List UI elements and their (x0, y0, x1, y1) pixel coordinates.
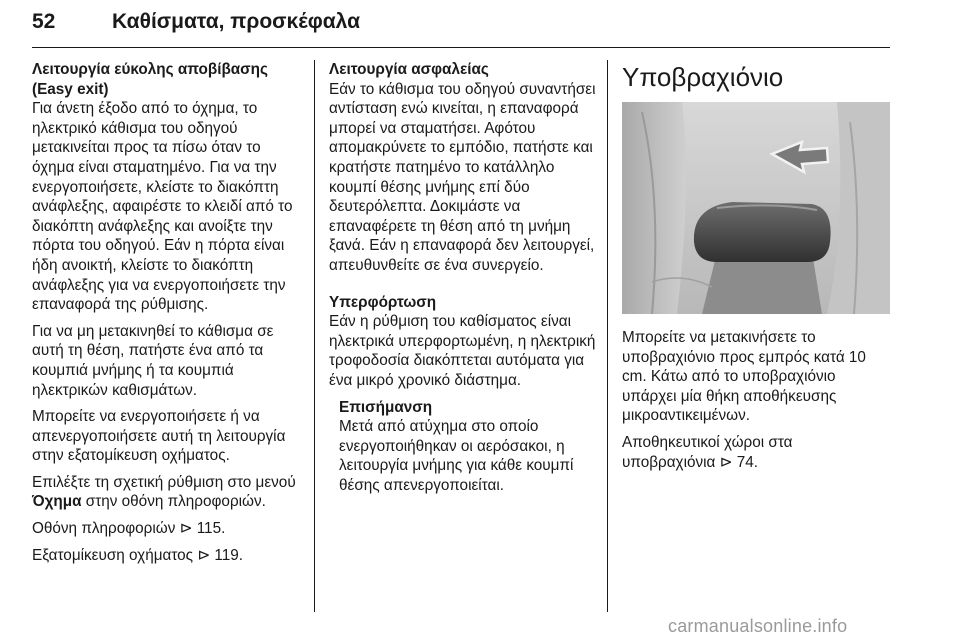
reference-arrow-icon: ⊳ (179, 520, 193, 538)
reference-arrow-icon: ⊳ (197, 546, 211, 564)
easy-exit-stop-paragraph: Για να μη μετακινηθεί το κάθισμα σε αυτή τη θέση, πατήστε ένα από τα κουμπιά μνήμης ή τα κουμπιά ηλεκτρικών καθισμάτων. (32, 322, 274, 399)
watermark: carmanualsonline.info (668, 616, 848, 636)
section-heading-safety: Λειτουργία ασφαλείας (329, 61, 489, 78)
column-divider-1 (314, 60, 315, 612)
notice-text: Μετά από ατύχημα στο οποίο ενεργοποιήθηκαν οι αερόσακοι, η λειτουργία μνήμης για κάθε κουμπί θέσης απενεργοποιείται. (339, 418, 574, 494)
safety-paragraph: Εάν το κάθισμα του οδηγού συναντήσει αντίσταση ενώ κινείται, η επαναφορά μπορεί να σταματήσει. Αφότου απομακρύνετε το εμπόδιο, πατήστε και κρατήστε πατημένο το κατάλληλο κουμπί θέσης μνήμης επί δύο δευτερόλεπτα. Δοκιμάστε να επαναφέρετε τη θέση από τη μνήμη ξανά. Εάν η επαναφορά δεν λειτουργεί, απευθυνθείτε σε ένα συνεργείο. (329, 80, 596, 274)
column-middle (329, 60, 601, 495)
vehicle-menu-label: Όχημα (32, 493, 82, 511)
reference-arrow-icon: ⊳ (719, 453, 733, 471)
section-heading-easy-exit: Λειτουργία εύκολης αποβίβασης (Easy exit) (32, 61, 268, 98)
easy-exit-paragraph: Για άνετη έξοδο από το όχημα, το ηλεκτρικό κάθισμα του οδηγού μετακινείται προς τα πίσω όταν το όχημα είναι σταματημένο. Για να την ενεργοποιήσετε, κλείστε το διακόπτη ανάφλεξης, αφαιρέστε το κλειδί από το διακόπτη ανάφλεξης και ανοίξτε την πόρτα του οδηγού. Εάν η πόρτα είναι ήδη ανοικτή, κλείστε το διακόπτη ανάφλεξης για να ενεργοποιήσετε την επαναφορά της ρύθμισης. (32, 100, 293, 314)
notice-title: Επισήμανση (339, 398, 433, 416)
easy-exit-menu-paragraph: Επιλέξτε τη σχετική ρύθμιση στο μενού Όχημα στην οθόνη πληροφοριών. (32, 473, 296, 511)
easy-exit-toggle-paragraph: Μπορείτε να ενεργοποιήσετε ή να απενεργοποιήσετε αυτή τη λειτουργία στην εξατομίκευση οχήματος. (32, 408, 286, 465)
page-header (32, 10, 890, 48)
armrest-paragraph: Μπορείτε να μετακινήσετε το υποβραχιόνιο προς εμπρός κατά 10 cm. Κάτω από το υποβραχιόνιο υπάρχει μία θήκη αποθήκευσης μικροαντικειμένων. (622, 329, 866, 425)
page-number: 52 (32, 10, 56, 33)
overload-paragraph: Εάν η ρύθμιση του καθίσματος είναι ηλεκτρικά υπερφορτωμένη, η ηλεκτρική τροφοδοσία διακόπτεται αυτόματα για ένα μικρό χρονικό διάστημα. (329, 313, 596, 389)
column-right (622, 60, 890, 479)
info-display-reference[interactable]: Οθόνη πληροφοριών ⊳ 115. (32, 520, 226, 538)
header-divider (32, 47, 890, 48)
section-heading-overload: Υπερφόρτωση (329, 293, 437, 311)
column-left (32, 60, 302, 572)
vehicle-personalisation-reference[interactable]: Εξατομίκευση οχήματος ⊳ 119. (32, 546, 244, 564)
armrest-illustration (622, 102, 890, 314)
notice-box (339, 398, 601, 496)
page-title: Καθίσματα, προσκέφαλα (112, 10, 360, 33)
column-divider-2 (607, 60, 608, 612)
section-heading-armrest: Υποβραχιόνιο (622, 62, 784, 92)
armrest-storage-reference[interactable]: Αποθηκευτικοί χώροι στα υποβραχιόνια ⊳ 74. (622, 433, 793, 471)
